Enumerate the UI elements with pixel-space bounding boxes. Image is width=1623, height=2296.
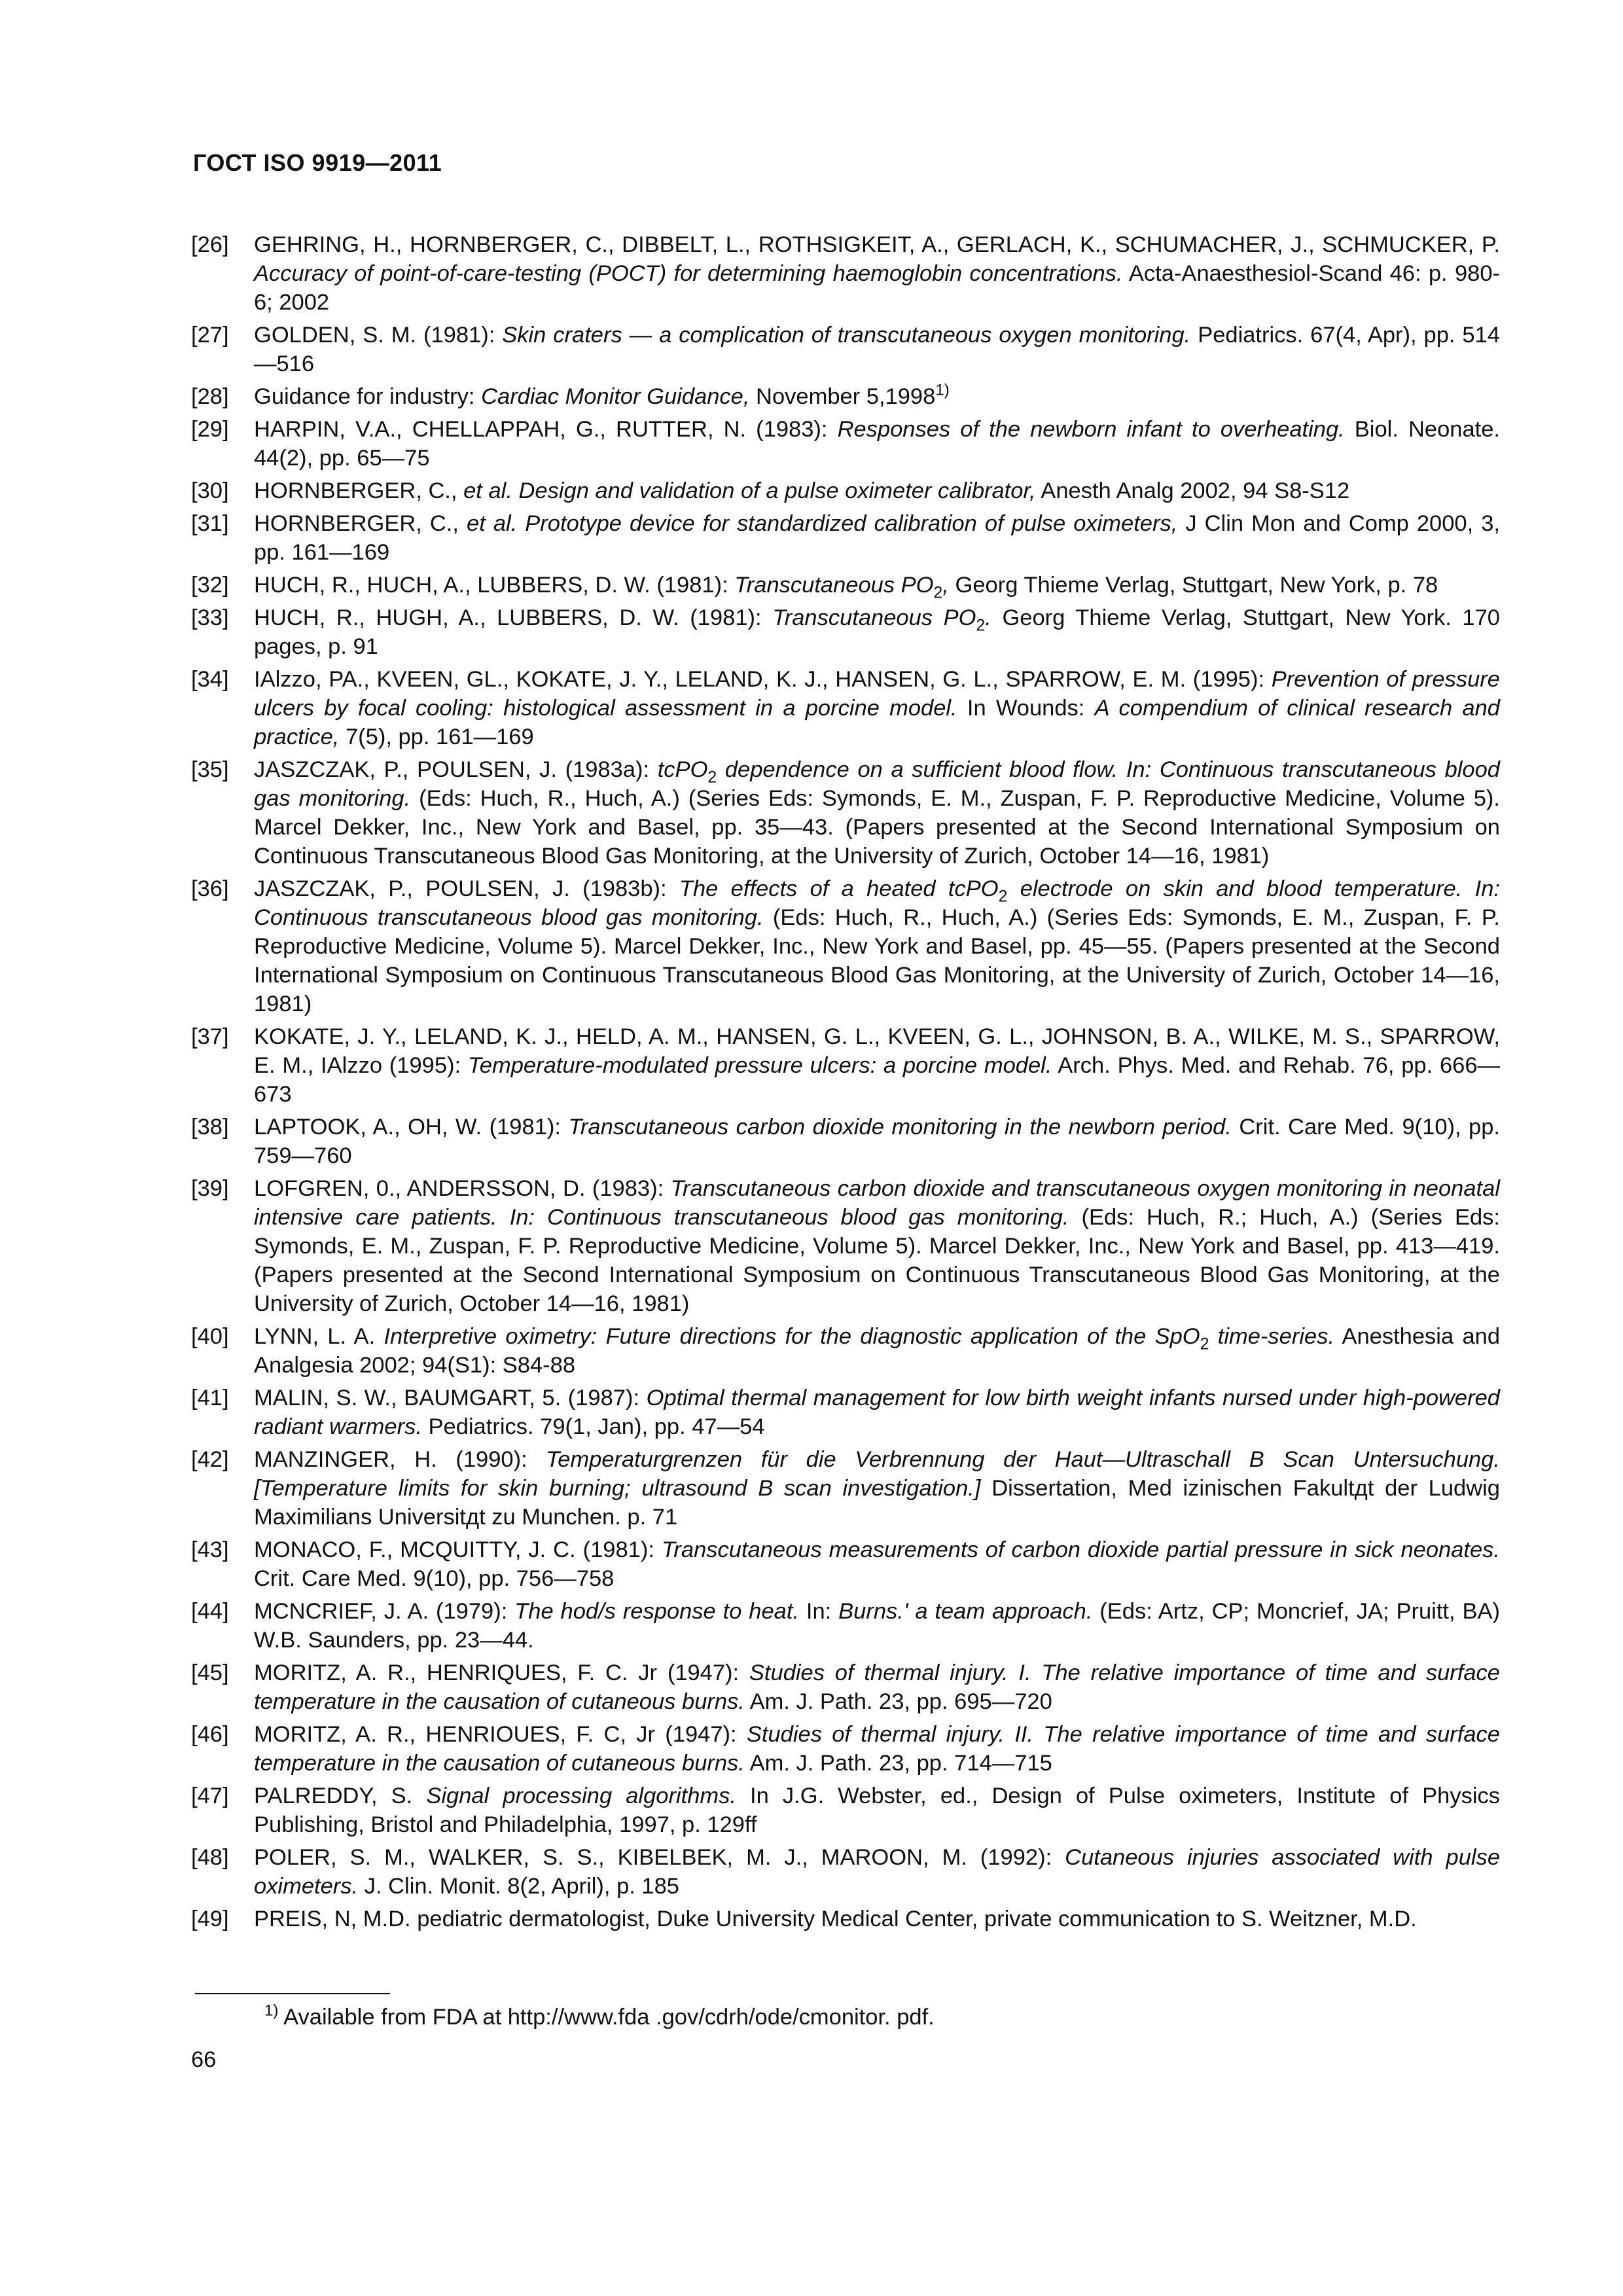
reference-title-italic: Skin craters — a complication of transcutaneous oxygen monitoring. (502, 323, 1191, 348)
reference-text-segment: Arch. Phys. Med. and Rehab. 76, pp. 666—673 (254, 1053, 1501, 1107)
reference-text-segment: Dissertation, Med izinischen Fakultдt der Ludwig Maximilians Universitдt zu Munchen. p. 71 (254, 1476, 1500, 1530)
reference-entry (191, 1022, 1500, 1109)
reference-title-italic: Transcutaneous carbon dioxide and transcutaneous oxygen monitoring in neonatal intensive care patients. In: Continuous transcutaneous blood gas monitoring. (254, 1176, 1500, 1230)
reference-text (254, 1174, 1500, 1318)
reference-text-segment: (Eds: Huch, R., Huch, A.) (Series Eds: Symonds, E. M., Zuspan, F. P. Reproductive Medicine, Volume 5). Marcel Dekker, Inc., New York and Basel, pp. 35—43. (Papers presented at the Second International Symposium on Continuous Transcutaneous Blood Gas Monitoring, at the University of Zurich, October 14—16, 1981) (254, 786, 1501, 869)
reference-text (254, 1782, 1500, 1839)
reference-number: [35] (191, 757, 229, 782)
reference-text (254, 1384, 1500, 1441)
reference-title-italic: Transcutaneous measurements of carbon dioxide partial pressure in sick neonates. (661, 1537, 1500, 1562)
reference-number: [41] (191, 1386, 229, 1410)
reference-text-segment: JASZCZAK, P., POULSEN, J. (1983a): (254, 757, 658, 782)
reference-text-segment: Biol. Neonate. 44(2), pp. 65—75 (254, 417, 1500, 471)
reference-title-italic: tcPO (657, 757, 708, 782)
reference-entry (191, 230, 1500, 317)
reference-text-segment: HUCH, R., HUGH, A., LUBBERS, D. W. (1981): (254, 605, 773, 630)
reference-text (254, 603, 1500, 661)
reference-text-segment: Anesthesia and Analgesia 2002; 94(S1): S84-88 (254, 1324, 1501, 1378)
reference-text-segment: MORITZ, A. R., HENRIQUES, F. C. Jr (1947): (254, 1660, 749, 1685)
reference-text-segment: IAlzzo, PA., KVEEN, GL., KOKATE, J. Y., LELAND, K. J., HANSEN, G. L., SPARROW, E. M. (1995): (254, 667, 1272, 692)
reference-text-segment: In J.G. Webster, ed., Design of Pulse oximeters, Institute of Physics Publishing, Bristol and Philadelphia, 1997, p. 129ff (254, 1784, 1501, 1837)
footnote-marker: 1) (264, 2001, 279, 2020)
reference-text (254, 382, 1500, 411)
reference-entry (191, 1720, 1500, 1778)
reference-title-italic: . (985, 605, 991, 630)
reference-title-italic: Interpretive oximetry: Future directions for the diagnostic application of the SpO (383, 1324, 1200, 1349)
reference-list (191, 230, 1500, 1937)
reference-entry (191, 476, 1500, 505)
reference-entry (191, 874, 1500, 1018)
reference-text (254, 1905, 1500, 1933)
reference-entry (191, 1535, 1500, 1593)
reference-text (254, 755, 1500, 870)
subscript-text: 2 (1200, 1335, 1209, 1354)
reference-text (254, 665, 1500, 751)
reference-title-italic: Studies of thermal injury. I. The relative importance of time and surface temperature in the causation of cutaneous burns. (254, 1660, 1500, 1714)
reference-title-italic: Prototype device for standardized calibration of pulse oximeters, (525, 511, 1178, 536)
reference-number: [42] (191, 1447, 229, 1472)
reference-text (254, 1843, 1500, 1901)
reference-title-italic: Responses of the newborn infant to overheating. (837, 417, 1345, 442)
reference-text-segment: GEHRING, H., HORNBERGER, C., DIBBELT, L., ROTHSIGKEIT, A., GERLACH, K., SCHUMACHER, J., SCHMUCKER, P. (254, 232, 1500, 257)
reference-entry (191, 755, 1500, 870)
reference-entry (191, 1782, 1500, 1839)
reference-title-italic: The hod/s response to heat. (514, 1599, 800, 1624)
reference-title-italic: Transcutaneous carbon dioxide monitoring in the newborn period. (568, 1115, 1232, 1139)
reference-text-segment: LOFGREN, 0., ANDERSSON, D. (1983): (254, 1176, 671, 1201)
reference-title-italic: Prevention of pressure ulcers by focal cooling: histological assessment in a porcine model. (254, 667, 1500, 721)
reference-number: [33] (191, 605, 229, 630)
reference-text-segment: (Eds: Artz, CP; Moncrief, JA; Pruitt, BA) W.B. Saunders, pp. 23—44. (254, 1599, 1500, 1653)
reference-title-italic: , (942, 573, 949, 598)
reference-title-italic: Burns.' a team approach. (838, 1599, 1093, 1624)
reference-text-segment: HUCH, R., HUCH, A., LUBBERS, D. W. (1981): (254, 573, 735, 598)
reference-text-segment: POLER, S. M., WALKER, S. S., KIBELBEK, M. J., MAROON, M. (1992): (254, 1845, 1065, 1870)
reference-text-segment: MALIN, S. W., BAUMGART, 5. (1987): (254, 1386, 647, 1410)
reference-number: [30] (191, 478, 229, 503)
reference-text-segment: J. Clin. Monit. 8(2, April), p. 185 (358, 1874, 679, 1899)
reference-title-italic: Cutaneous injuries associated with pulse oximeters. (254, 1845, 1501, 1899)
reference-number: [47] (191, 1784, 229, 1808)
reference-number: [28] (191, 384, 229, 409)
page-number: 66 (191, 2047, 217, 2072)
reference-text-segment: JASZCZAK, P., POULSEN, J. (1983b): (254, 876, 679, 901)
reference-entry (191, 1659, 1500, 1716)
reference-entry (191, 665, 1500, 751)
reference-number: [38] (191, 1115, 229, 1139)
reference-entry (191, 415, 1500, 473)
reference-title-italic: Temperaturgrenzen für die Verbrennung der Haut—Ultraschall B Scan Untersuchung. [Temperature limits for skin burning; ultrasound B scan investigation.] (254, 1447, 1500, 1501)
reference-text-segment: Crit. Care Med. 9(10), pp. 756—758 (254, 1566, 615, 1591)
reference-entry (191, 1174, 1500, 1318)
reference-text-segment: PALREDDY, S. (254, 1784, 427, 1808)
reference-entry (191, 1322, 1500, 1380)
reference-text-segment: November 5,1998 (749, 384, 936, 409)
document-header-title: ГОСТ ISO 9919—2011 (193, 149, 442, 176)
reference-text-segment: HORNBERGER, C., (254, 511, 467, 536)
reference-text-segment: HARPIN, V.A., CHELLAPPAH, G., RUTTER, N. (1983): (254, 417, 838, 442)
reference-number: [48] (191, 1845, 229, 1870)
reference-title-italic: Signal processing algorithms. (426, 1784, 736, 1808)
reference-text (254, 321, 1500, 378)
reference-text-segment: (Eds: Huch, R., Huch, A.) (Series Eds: Symonds, E. M., Zuspan, F. P. Reproductive Medicine, Volume 5). Marcel Dekker, Inc., New York and Basel, pp. 45—55. (Papers presented at the Second International Symposium on Continuous Transcutaneous Blood Gas Monitoring, at the University of Zurich, October 14—16, 1981) (254, 905, 1500, 1016)
reference-text (254, 1535, 1500, 1593)
reference-text-segment: In: (799, 1599, 839, 1624)
reference-text-segment: HORNBERGER, C., (254, 478, 464, 503)
reference-entry (191, 1597, 1500, 1655)
footnote-divider (195, 1993, 390, 1994)
reference-title-italic: The effects of a heated tcPO (679, 876, 999, 901)
reference-text-segment: In Wounds: (957, 696, 1095, 721)
reference-title-italic: A compendium of clinical research and practice, (254, 696, 1500, 749)
reference-number: [39] (191, 1176, 229, 1201)
reference-text (254, 1022, 1500, 1109)
reference-text (254, 1720, 1500, 1778)
reference-text-segment: (Eds: Huch, R.; Huch, A.) (Series Eds: Symonds, E. M., Zuspan, F. P. Reproductive Medicine, Volume 5). Marcel Dekker, Inc., New York and Basel, pp. 413—419. (Papers presented at the Second International Symposium on Continuous Transcutaneous Blood Gas Monitoring, at the University of Zurich, October 14—16, 1981) (254, 1205, 1500, 1316)
reference-text-segment: LYNN, L. A. (254, 1324, 384, 1349)
reference-number: [29] (191, 417, 229, 442)
footnote-reference-marker: 1) (935, 381, 950, 399)
reference-title-italic: time-series. (1209, 1324, 1335, 1349)
reference-title-italic: et al. Design and validation of a pulse oximeter calibrator, (463, 478, 1036, 503)
subscript-text: 2 (933, 584, 943, 602)
reference-number: [31] (191, 511, 229, 536)
reference-title-italic: Accuracy of point-of-care-testing (POCT) for determining haemoglobin concentrations. (254, 261, 1123, 286)
reference-entry (191, 571, 1500, 600)
reference-text (254, 509, 1500, 567)
reference-entry (191, 1445, 1500, 1532)
reference-title-italic: Cardiac Monitor Guidance, (481, 384, 750, 409)
reference-text-segment: LAPTOOK, A., OH, W. (1981): (254, 1115, 569, 1139)
reference-number: [45] (191, 1660, 229, 1685)
reference-text (254, 1597, 1500, 1655)
reference-entry (191, 1384, 1500, 1441)
reference-title-italic: Temperature-modulated pressure ulcers: a porcine model. (467, 1053, 1052, 1078)
reference-text-segment: Am. J. Path. 23, pp. 695—720 (744, 1689, 1052, 1714)
reference-text (254, 415, 1500, 473)
reference-text-segment: GOLDEN, S. M. (1981): (254, 323, 503, 348)
reference-text-segment: MORITZ, A. R., HENRIOUES, F. C, Jr (1947): (254, 1722, 747, 1747)
reference-text-segment: J Clin Mon and Comp 2000, 3, pp. 161—169 (254, 511, 1501, 565)
reference-text-segment: MONACO, F., MCQUITTY, J. C. (1981): (254, 1537, 662, 1562)
reference-title-italic: et al. (467, 511, 518, 536)
subscript-text: 2 (707, 768, 717, 787)
reference-number: [49] (191, 1907, 229, 1931)
reference-text (254, 874, 1500, 1018)
reference-text (254, 571, 1500, 600)
reference-title-italic: electrode on skin and blood temperature. In: Continuous transcutaneous blood gas monitoring. (254, 876, 1500, 930)
reference-text (254, 230, 1500, 317)
reference-text-segment: MANZINGER, H. (1990): (254, 1447, 546, 1472)
reference-text (254, 1445, 1500, 1532)
reference-title-italic: Studies of thermal injury. II. The relative importance of time and surface temperature in the causation of cutaneous burns. (254, 1722, 1500, 1776)
subscript-text: 2 (976, 617, 986, 635)
reference-text-segment: PREIS, N, M.D. pediatric dermatologist, Duke University Medical Center, private communication to S. Weitzner, M.D. (254, 1907, 1417, 1931)
reference-text-segment: Georg Thieme Verlag, Stuttgart, New York, p. 78 (948, 573, 1438, 598)
reference-title-italic: dependence on a sufficient blood flow. In: Continuous transcutaneous blood gas monitoring. (254, 757, 1500, 811)
reference-text-segment: 7(5), pp. 161—169 (339, 725, 534, 749)
reference-text (254, 1659, 1500, 1716)
reference-text-segment: Acta-Anaesthesiol-Scand 46: p. 980-6; 2002 (254, 261, 1500, 315)
reference-entry (191, 382, 1500, 411)
reference-number: [37] (191, 1024, 229, 1049)
reference-text (254, 1322, 1500, 1380)
reference-text (254, 476, 1500, 505)
reference-title-italic: Transcutaneous PO (772, 605, 976, 630)
reference-number: [46] (191, 1722, 229, 1747)
reference-text-segment: Anesth Analg 2002, 94 S8-S12 (1035, 478, 1350, 503)
reference-entry (191, 1905, 1500, 1933)
reference-number: [40] (191, 1324, 229, 1349)
reference-text (254, 1113, 1500, 1170)
reference-number: [32] (191, 573, 229, 598)
reference-number: [26] (191, 232, 229, 257)
reference-text-segment: KOKATE, J. Y., LELAND, K. J., HELD, A. M., HANSEN, G. L., KVEEN, G. L., JOHNSON, B. A., WILKE, M. S., SPARROW, E. M., IAlzzo (1995): (254, 1024, 1500, 1078)
footnote-text: Available from FDA at http://www.fda .gov/cdrh/ode/cmonitor. pdf. (278, 2005, 935, 2030)
reference-title-italic: Optimal thermal management for low birth weight infants nursed under high-powered radiant warmers. (254, 1386, 1500, 1439)
reference-title-italic: Transcutaneous PO (734, 573, 934, 598)
footnote (264, 2003, 935, 2032)
reference-text-segment: Guidance for industry: (254, 384, 482, 409)
reference-number: [43] (191, 1537, 229, 1562)
reference-number: [34] (191, 667, 229, 692)
subscript-text: 2 (998, 888, 1008, 906)
reference-entry (191, 321, 1500, 378)
reference-entry (191, 1843, 1500, 1901)
reference-entry (191, 603, 1500, 661)
reference-text-segment: Pediatrics. 67(4, Apr), pp. 514—516 (254, 323, 1500, 376)
reference-text-segment: Am. J. Path. 23, pp. 714—715 (744, 1751, 1052, 1776)
reference-text-segment: Georg Thieme Verlag, Stuttgart, New York. 170 pages, p. 91 (254, 605, 1500, 659)
reference-number: [44] (191, 1599, 229, 1624)
reference-number: [36] (191, 876, 229, 901)
reference-text-segment: Crit. Care Med. 9(10), pp. 759—760 (254, 1115, 1500, 1168)
reference-number: [27] (191, 323, 229, 348)
reference-entry (191, 1113, 1500, 1170)
reference-text-segment: Pediatrics. 79(1, Jan), pp. 47—54 (421, 1414, 765, 1439)
reference-entry (191, 509, 1500, 567)
reference-text-segment (517, 511, 525, 536)
reference-text-segment: MCNCRIEF, J. A. (1979): (254, 1599, 515, 1624)
